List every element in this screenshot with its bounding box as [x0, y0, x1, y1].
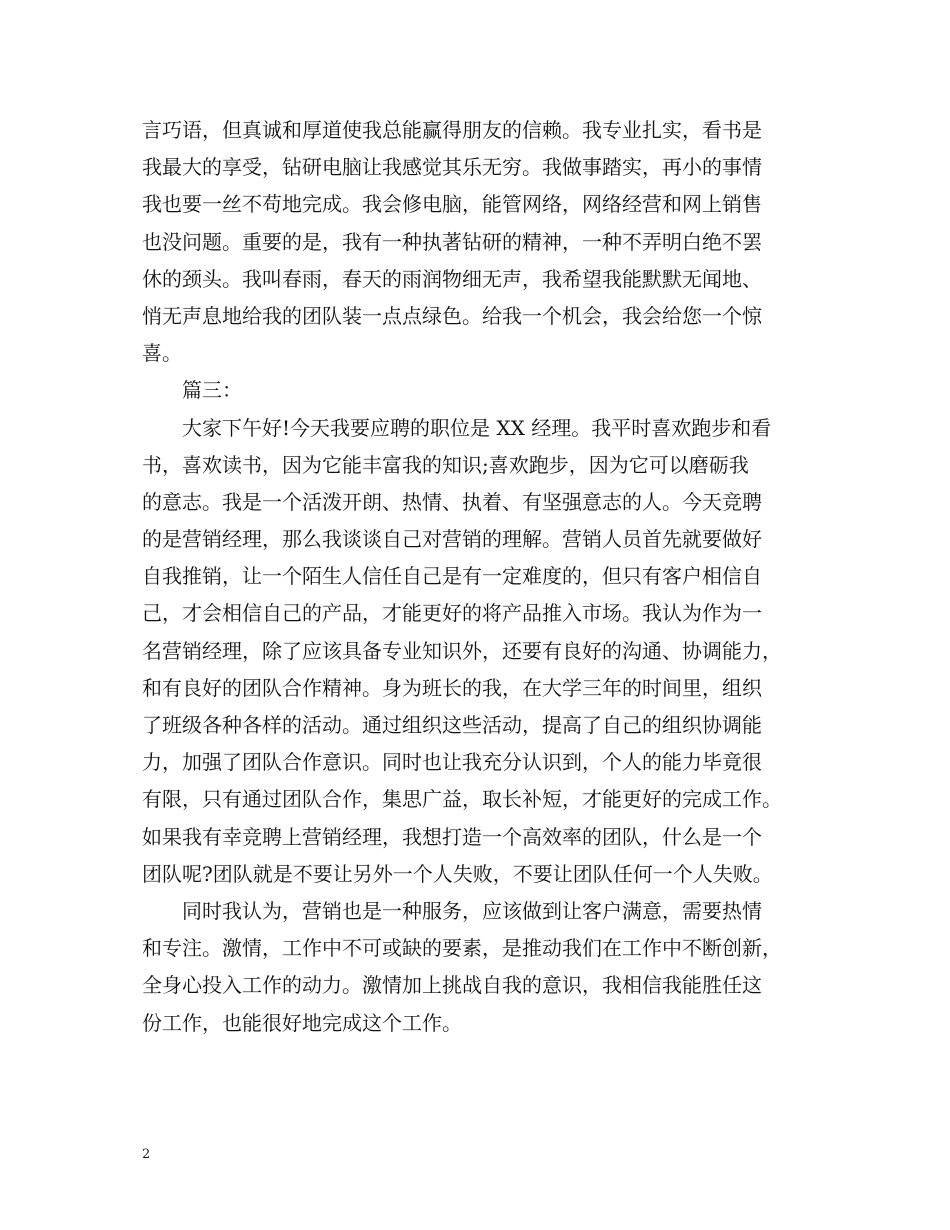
text-line: 和有良好的团队合作精神。身为班长的我，在大学三年的时间里，组织: [142, 675, 762, 700]
text-line: 我也要一丝不苟地完成。我会修电脑，能管网络，网络经营和网上销售: [142, 192, 762, 217]
text-line: 己，才会相信自己的产品，才能更好的将产品推入市场。我认为作为一: [142, 601, 762, 626]
text-line: 团队呢?团队就是不要让另外一个人失败，不要让团队任何一个人失败。: [142, 861, 773, 886]
document-body: [142, 112, 822, 1042]
text-line: 休的颈头。我叫春雨，春天的雨润物细无声，我希望我能默默无闻地、: [142, 266, 762, 291]
text-line: 有限，只有通过团队合作，集思广益，取长补短，才能更好的完成工作。: [142, 787, 782, 812]
text-line: 的意志。我是一个活泼开朗、热情、执着、有坚强意志的人。今天竞聘: [142, 489, 762, 514]
text-line: 悄无声息地给我的团队装一点点绿色。给我一个机会，我会给您一个惊: [142, 303, 762, 328]
section-heading: 篇三：: [182, 378, 242, 403]
text-line: 了班级各种各样的活动。通过组织这些活动，提高了自己的组织协调能: [142, 713, 762, 737]
text-line: 喜。: [142, 341, 182, 366]
text-line: 力，加强了团队合作意识。同时也让我充分认识到，个人的能力毕竟很: [142, 750, 762, 775]
text-line: 如果我有幸竞聘上营销经理，我想打造一个高效率的团队，什么是一个: [142, 824, 762, 849]
text-line: 我最大的享受，钻研电脑让我感觉其乐无穷。我做事踏实，再小的事情: [142, 155, 762, 180]
text-line: 份工作，也能很好地完成这个工作。: [142, 1010, 462, 1035]
text-line: 言巧语，但真诚和厚道使我总能赢得朋友的信赖。我专业扎实，看书是: [142, 118, 762, 142]
text-line: 大家下午好!今天我要应聘的职位是 XX 经理。我平时喜欢跑步和看: [182, 415, 772, 440]
text-line: 名营销经理，除了应该具备专业知识外，还要有良好的沟通、协调能力，: [142, 638, 782, 663]
text-line: 同时我认为，营销也是一种服务，应该做到让客户满意，需要热情: [182, 898, 762, 923]
text-line: 自我推销，让一个陌生人信任自己是有一定难度的，但只有客户相信自: [142, 564, 762, 589]
page-number: 2: [142, 1147, 151, 1162]
text-line: 书，喜欢读书，因为它能丰富我的知识;喜欢跑步，因为它可以磨砺我: [142, 452, 749, 477]
text-line: 也没问题。重要的是，我有一种执著钻研的精神，一种不弄明白绝不罢: [142, 229, 762, 254]
text-line: 和专注。激情，工作中不可或缺的要素，是推动我们在工作中不断创新，: [142, 936, 782, 961]
text-line: 全身心投入工作的动力。激情加上挑战自我的意识，我相信我能胜任这: [142, 973, 762, 998]
text-line: 的是营销经理，那么我谈谈自己对营销的理解。营销人员首先就要做好: [142, 527, 762, 552]
